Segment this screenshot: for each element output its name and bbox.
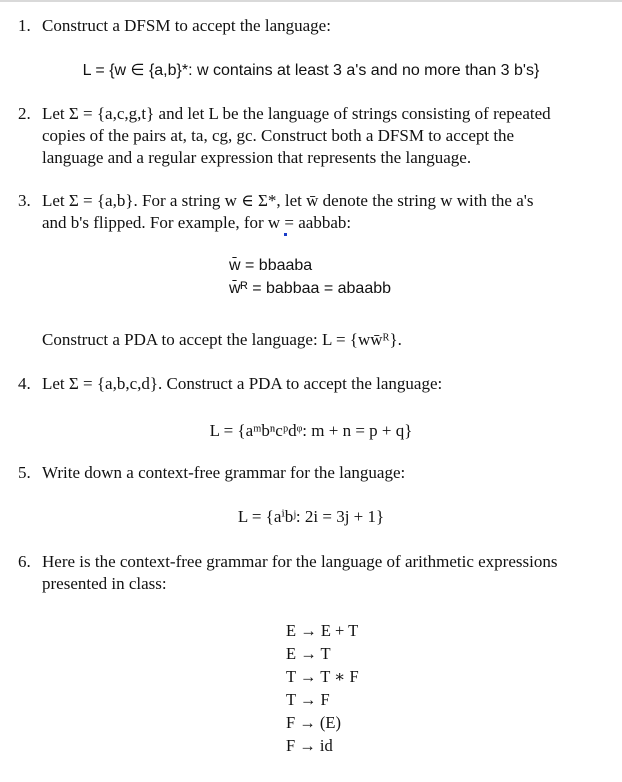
problem-text-line-2: and b's flipped. For example, for w = aabbab: — [42, 213, 352, 232]
grammar-rule: F → id — [286, 736, 333, 755]
problem-number: 4. — [18, 374, 31, 393]
grammar-rule: E → T — [286, 644, 331, 663]
equation-1: L = {w ∈ {a,b}*: w contains at least 3 a's and no more than 3 b's} — [82, 62, 540, 79]
grammar-rule: E → E + T — [286, 621, 359, 640]
grammar-rule: T → T ∗ F — [286, 667, 359, 686]
problem-6 — [18, 551, 604, 595]
equation-5: L = {aⁱbʲ: 2i = 3j + 1} — [237, 507, 385, 526]
problem-text: Write down a context-free grammar for the language: — [42, 463, 406, 482]
problem-text: Let Σ = {a,b,c,d}. Construct a PDA to accept the language: — [42, 374, 443, 393]
grammar-rule: F → (E) — [286, 713, 341, 732]
problem-text-line-2: copies of the pairs at, ta, cg, gc. Construct both a DFSM to accept the — [42, 126, 515, 145]
problem-number: 5. — [18, 463, 31, 482]
problem-1 — [18, 15, 604, 37]
problem-number: 3. — [18, 191, 31, 210]
grammar-rules — [286, 619, 359, 757]
problem-text: Construct a DFSM to accept the language: — [42, 16, 331, 35]
grammar-rule: T → F — [286, 690, 330, 709]
flip-row-1: w̄ = bbaaba — [229, 257, 313, 274]
problem-text-line-1: Let Σ = {a,b}. For a string w ∈ Σ*, let w̄ denote the string w with the a's — [42, 191, 534, 210]
top-border — [0, 0, 622, 2]
problem-text-line-3: language and a regular expression that represents the language. — [42, 148, 472, 167]
problem-3 — [18, 190, 604, 234]
problem-number: 1. — [18, 16, 31, 35]
problem-number: 2. — [18, 104, 31, 123]
flip-row-2: w̄ᴿ = babbaa = abaabb — [229, 280, 392, 297]
problem-3-tail: Construct a PDA to accept the language: L = {ww̄ᴿ}. — [42, 330, 402, 349]
equation-4: L = {aᵐbⁿcᵖdᵠ: m + n = p + q} — [209, 421, 413, 440]
problem-5 — [18, 462, 604, 484]
problem-text-line-1: Let Σ = {a,c,g,t} and let L be the language of strings consisting of repeated — [42, 104, 551, 123]
problem-number: 6. — [18, 552, 31, 571]
problem-4 — [18, 373, 604, 395]
flip-example — [229, 254, 391, 300]
stray-dot — [284, 233, 287, 236]
problem-2 — [18, 103, 604, 169]
problem-text-line-1: Here is the context-free grammar for the language of arithmetic expressions — [42, 552, 558, 571]
problem-text-line-2: presented in class: — [42, 574, 167, 593]
